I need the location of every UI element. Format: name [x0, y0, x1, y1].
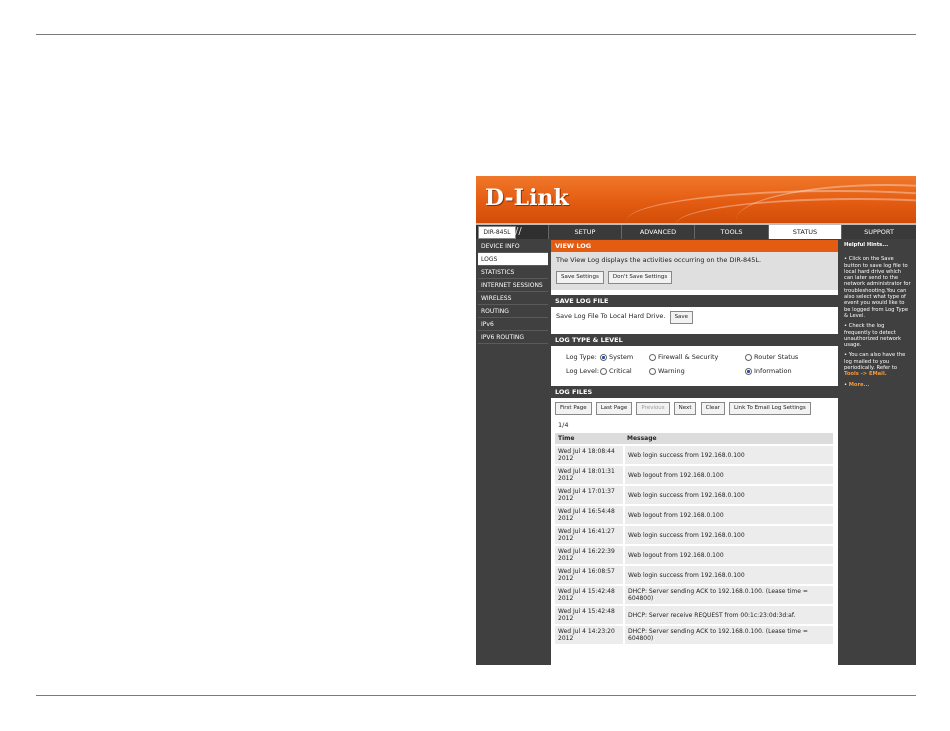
radio-unselected-icon[interactable] — [745, 354, 752, 361]
hints-title: Helpful Hints... — [844, 242, 889, 248]
dlink-logo: D-Link — [485, 185, 569, 211]
log-type-heading: LOG TYPE & LEVEL — [551, 334, 838, 346]
first-page-button[interactable]: First Page — [555, 402, 592, 415]
log-message: Web logout from 192.168.0.100 — [624, 465, 833, 485]
log-type-label: Log Type: — [566, 353, 597, 361]
log-pagination-toolbar — [555, 402, 835, 415]
clear-log-button[interactable]: Clear — [701, 402, 725, 415]
tab-support[interactable]: SUPPORT — [841, 225, 916, 239]
slash-decoration-icon: // — [515, 226, 522, 237]
log-table — [555, 433, 833, 644]
table-row — [555, 445, 833, 465]
log-message: Web logout from 192.168.0.100 — [624, 505, 833, 525]
log-time: Wed Jul 4 16:41:27 2012 — [555, 525, 624, 545]
log-message: Web login success from 192.168.0.100 — [624, 445, 833, 465]
log-message: Web login success from 192.168.0.100 — [624, 485, 833, 505]
sidebar-item-internet-sessions[interactable]: INTERNET SESSIONS — [478, 279, 548, 292]
log-level-row — [566, 364, 834, 378]
log-time: Wed Jul 4 16:08:57 2012 — [555, 565, 624, 585]
log-time: Wed Jul 4 14:23:20 2012 — [555, 625, 624, 644]
sidebar-item-wireless[interactable]: WIRELESS — [478, 292, 548, 305]
radio-unselected-icon[interactable] — [649, 354, 656, 361]
log-level-critical-option[interactable]: Critical — [600, 367, 649, 375]
helpful-hints-panel — [841, 240, 914, 665]
email-settings-link[interactable]: Tools -> EMail. — [844, 371, 887, 378]
view-log-section — [551, 252, 838, 290]
dont-save-settings-button[interactable]: Don't Save Settings — [608, 271, 672, 284]
save-log-button[interactable]: Save — [670, 311, 694, 324]
save-log-section — [551, 307, 838, 330]
hint-item: • You can also have the log mailed to you periodically. Refer to Tools -> EMail. — [844, 352, 906, 378]
main-content — [551, 240, 838, 665]
log-type-firewall-option[interactable]: Firewall & Security — [649, 353, 745, 361]
email-log-settings-button[interactable]: Link To Email Log Settings — [729, 402, 811, 415]
log-message: Web login success from 192.168.0.100 — [624, 525, 833, 545]
last-page-button[interactable]: Last Page — [596, 402, 633, 415]
log-message: DHCP: Server sending ACK to 192.168.0.100. (Lease time = 604800) — [624, 625, 833, 644]
next-page-button[interactable]: Next — [674, 402, 697, 415]
log-message: DHCP: Server receive REQUEST from 00:1c:23:0d:3d:af. — [624, 605, 833, 625]
dlink-banner — [476, 176, 916, 223]
radio-selected-icon[interactable] — [600, 354, 607, 361]
log-time: Wed Jul 4 16:54:48 2012 — [555, 505, 624, 525]
log-time: Wed Jul 4 15:42:48 2012 — [555, 585, 624, 605]
sidebar-item-statistics[interactable]: STATISTICS — [478, 266, 548, 279]
sidebar — [478, 240, 548, 344]
log-message: Web login success from 192.168.0.100 — [624, 565, 833, 585]
log-time: Wed Jul 4 18:01:31 2012 — [555, 465, 624, 485]
log-time: Wed Jul 4 17:01:37 2012 — [555, 485, 624, 505]
router-admin-screenshot — [476, 176, 916, 665]
view-log-description: The View Log displays the activities occurring on the DIR-845L. — [556, 256, 762, 264]
view-log-heading: VIEW LOG — [551, 240, 838, 252]
table-row — [555, 525, 833, 545]
table-row — [555, 465, 833, 485]
save-log-label: Save Log File To Local Hard Drive. — [556, 312, 666, 320]
save-log-heading: SAVE LOG FILE — [551, 295, 838, 307]
sidebar-item-logs[interactable]: LOGS — [478, 253, 548, 266]
log-message: Web logout from 192.168.0.100 — [624, 545, 833, 565]
log-type-section — [551, 346, 838, 384]
tab-setup[interactable]: SETUP — [548, 225, 621, 239]
top-rule — [36, 34, 916, 35]
hint-item: • Click on the Save button to save log file to local hard drive which can later send to the network administrator for troubleshooting.You can also select what type of event you would like to be logged from Log Type & Level. — [844, 256, 911, 319]
top-navigation — [476, 225, 916, 239]
tab-status[interactable]: STATUS — [768, 225, 841, 239]
table-row — [555, 625, 833, 644]
log-type-router-status-option[interactable]: Router Status — [745, 353, 798, 361]
radio-selected-icon[interactable] — [745, 368, 752, 375]
table-row — [555, 485, 833, 505]
log-level-label: Log Level: — [566, 367, 600, 375]
column-message: Message — [624, 433, 833, 445]
page-indicator: 1/4 — [558, 421, 569, 429]
hint-item: • More... — [844, 381, 870, 388]
more-hints-link[interactable]: More... — [848, 381, 870, 388]
table-row — [555, 585, 833, 605]
table-row — [555, 505, 833, 525]
log-type-row — [566, 350, 834, 364]
log-time: Wed Jul 4 18:08:44 2012 — [555, 445, 624, 465]
log-table-header — [555, 433, 833, 445]
table-row — [555, 605, 833, 625]
hint-item: • Check the log frequently to detect unauthorized network usage. — [844, 323, 902, 349]
sidebar-item-device-info[interactable]: DEVICE INFO — [478, 240, 548, 253]
tab-tools[interactable]: TOOLS — [694, 225, 768, 239]
sidebar-item-ipv6[interactable]: IPv6 — [478, 318, 548, 331]
tab-advanced[interactable]: ADVANCED — [621, 225, 694, 239]
log-time: Wed Jul 4 16:22:39 2012 — [555, 545, 624, 565]
sidebar-item-ipv6-routing[interactable]: IPV6 ROUTING — [478, 331, 548, 344]
log-level-warning-option[interactable]: Warning — [649, 367, 745, 375]
bottom-rule — [36, 695, 916, 696]
sidebar-item-routing[interactable]: ROUTING — [478, 305, 548, 318]
log-message: DHCP: Server sending ACK to 192.168.0.100. (Lease time = 604800) — [624, 585, 833, 605]
table-row — [555, 545, 833, 565]
log-type-system-option[interactable]: System — [600, 353, 649, 361]
log-time: Wed Jul 4 15:42:48 2012 — [555, 605, 624, 625]
radio-unselected-icon[interactable] — [600, 368, 607, 375]
log-files-section — [551, 398, 838, 644]
column-time: Time — [555, 433, 624, 445]
log-level-information-option[interactable]: Information — [745, 367, 792, 375]
table-row — [555, 565, 833, 585]
save-settings-button[interactable]: Save Settings — [556, 271, 604, 284]
radio-unselected-icon[interactable] — [649, 368, 656, 375]
previous-page-button[interactable]: Previous — [636, 402, 669, 415]
model-badge: DIR-845L — [478, 226, 516, 239]
log-files-heading: LOG FILES — [551, 386, 838, 398]
